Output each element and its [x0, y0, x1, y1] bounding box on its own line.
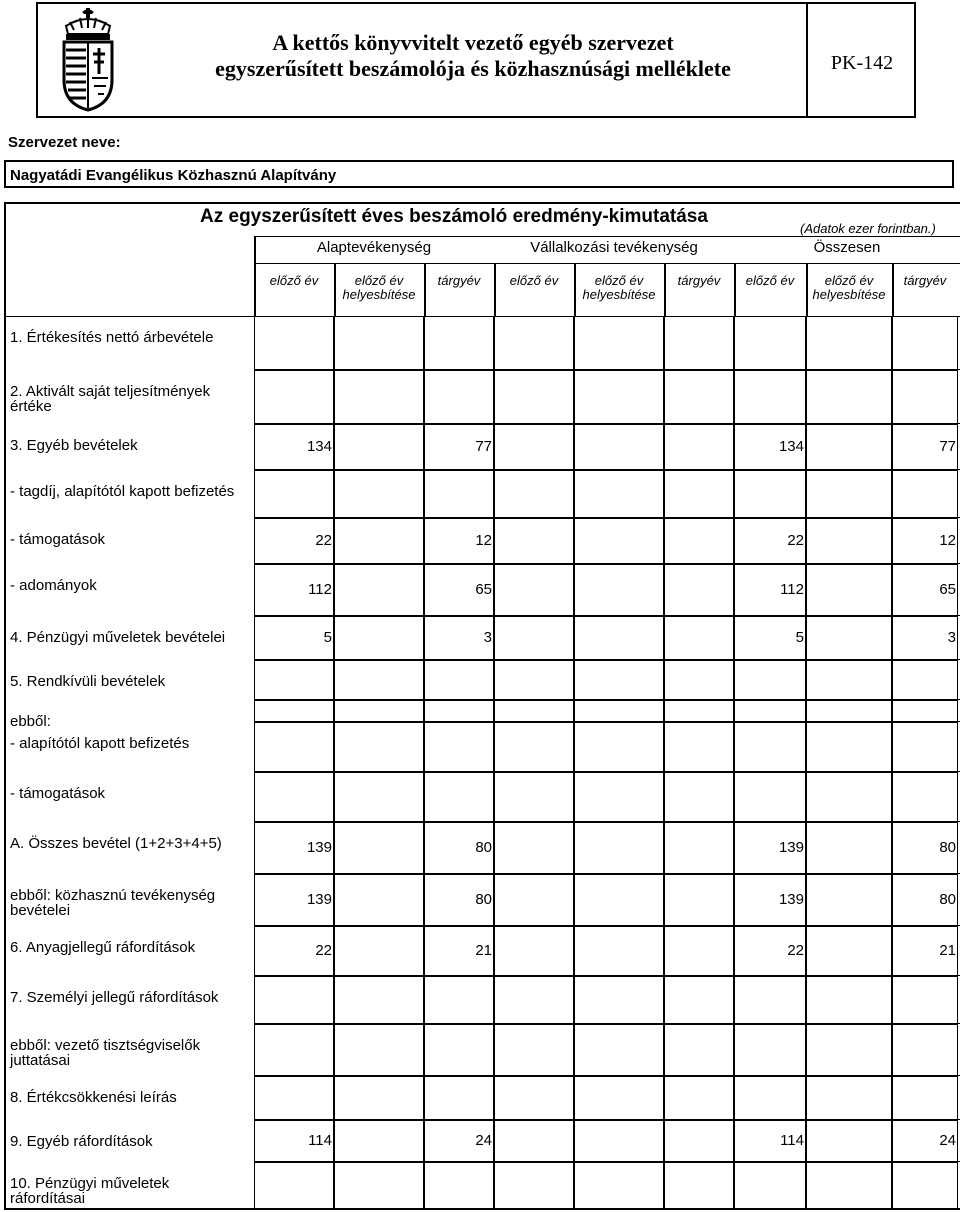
value-cell[interactable] [574, 518, 664, 564]
row-label: 1. Értékesítés nettó árbevétele [10, 329, 214, 346]
value-cell[interactable] [254, 722, 334, 772]
row-label: 6. Anyagjellegű ráfordítások [10, 939, 196, 956]
value-text: 80 [939, 839, 956, 856]
row-label: - adományok [10, 577, 97, 594]
group-header-bottom-line [254, 263, 960, 264]
row-label: ebből: vezető tisztségviselők juttatásai [10, 1037, 201, 1069]
subcolumn-divider [892, 264, 894, 316]
value-cell[interactable] [334, 1024, 424, 1076]
value-cell[interactable] [806, 1120, 892, 1162]
value-cell[interactable] [494, 1120, 574, 1162]
hungarian-coat-of-arms-icon [58, 8, 118, 112]
subcolumn-divider [494, 264, 496, 316]
value-cell[interactable] [734, 700, 806, 722]
value-cell[interactable] [664, 660, 734, 700]
value-cell[interactable] [734, 660, 806, 700]
value-text: 65 [475, 581, 492, 598]
value-cell[interactable] [892, 1162, 958, 1210]
value-cell[interactable] [424, 1076, 494, 1120]
value-text: 80 [939, 891, 956, 908]
value-cell[interactable] [664, 1076, 734, 1120]
row-label: 5. Rendkívüli bevételek [10, 673, 166, 690]
value-cell[interactable] [494, 874, 574, 926]
value-text: 12 [475, 532, 492, 549]
value-cell[interactable] [734, 1162, 806, 1210]
value-cell[interactable] [806, 564, 892, 616]
value-cell[interactable] [334, 564, 424, 616]
subcolumn-divider [574, 264, 576, 316]
group-header-top-line [254, 236, 960, 237]
value-cell[interactable] [424, 660, 494, 700]
value-cell[interactable] [664, 874, 734, 926]
value-cell[interactable] [806, 660, 892, 700]
value-cell[interactable] [734, 316, 806, 370]
value-cell[interactable] [334, 874, 424, 926]
value-cell[interactable] [574, 660, 664, 700]
value-cell[interactable] [574, 316, 664, 370]
subcolumn-header: tárgyév [677, 273, 721, 288]
value-cell[interactable] [494, 564, 574, 616]
value-cell[interactable] [424, 700, 494, 722]
value-cell[interactable] [806, 1024, 892, 1076]
value-text: 112 [780, 581, 804, 598]
value-cell[interactable] [254, 316, 334, 370]
subcolumn-header: előző év [745, 273, 795, 288]
organization-name-field[interactable] [4, 160, 954, 188]
value-cell[interactable] [664, 976, 734, 1024]
value-text: 80 [475, 839, 492, 856]
value-cell[interactable] [574, 616, 664, 660]
subcolumn-divider [734, 264, 736, 316]
value-text: 12 [939, 532, 956, 549]
value-cell[interactable] [806, 822, 892, 874]
value-cell[interactable] [574, 1162, 664, 1210]
value-text: 80 [475, 891, 492, 908]
row-label: 10. Pénzügyi műveletek ráfordításai [10, 1175, 170, 1207]
value-cell[interactable] [334, 660, 424, 700]
value-cell[interactable] [664, 518, 734, 564]
value-text: 112 [308, 581, 332, 598]
value-cell[interactable] [664, 700, 734, 722]
value-text: 139 [778, 891, 804, 908]
value-text: 139 [778, 839, 804, 856]
header-divider [806, 4, 808, 116]
form-title-line2: egyszerűsített beszámolója és közhasznúsági melléklete [215, 56, 731, 81]
value-cell[interactable] [892, 700, 958, 722]
value-cell[interactable] [334, 316, 424, 370]
value-cell[interactable] [806, 874, 892, 926]
value-text: 22 [787, 942, 804, 959]
value-cell[interactable] [806, 370, 892, 424]
value-cell[interactable] [494, 772, 574, 822]
value-cell[interactable] [806, 772, 892, 822]
value-cell[interactable] [806, 1076, 892, 1120]
value-cell[interactable] [254, 976, 334, 1024]
value-cell[interactable] [494, 926, 574, 976]
value-cell[interactable] [254, 470, 334, 518]
value-cell[interactable] [494, 700, 574, 722]
group-header-total: Összesen [813, 239, 881, 256]
value-cell[interactable] [806, 470, 892, 518]
value-cell[interactable] [892, 1024, 958, 1076]
value-cell[interactable] [494, 1162, 574, 1210]
value-cell[interactable] [664, 926, 734, 976]
value-cell[interactable] [664, 470, 734, 518]
value-cell[interactable] [494, 370, 574, 424]
value-text: 139 [306, 839, 332, 856]
value-cell[interactable] [424, 1162, 494, 1210]
value-cell[interactable] [806, 1162, 892, 1210]
value-cell[interactable] [574, 700, 664, 722]
subcolumn-header: előző év [269, 273, 319, 288]
value-cell[interactable] [892, 660, 958, 700]
value-cell[interactable] [734, 976, 806, 1024]
subcolumn-divider [664, 264, 666, 316]
row-label: 4. Pénzügyi műveletek bevételei [10, 629, 226, 646]
value-cell[interactable] [664, 316, 734, 370]
value-cell[interactable] [734, 722, 806, 772]
value-cell[interactable] [334, 370, 424, 424]
value-text: 139 [306, 891, 332, 908]
value-cell[interactable] [574, 370, 664, 424]
value-text: 22 [315, 942, 332, 959]
value-cell[interactable] [574, 926, 664, 976]
subcolumn-header: előző év [509, 273, 559, 288]
row-label: - támogatások [10, 531, 106, 548]
value-cell[interactable] [254, 1162, 334, 1210]
value-text: 22 [787, 532, 804, 549]
form-title-line1: A kettős könyvvitelt vezető egyéb szervezet [272, 30, 674, 55]
value-text: 5 [323, 629, 332, 646]
value-cell[interactable] [334, 470, 424, 518]
row-label: 9. Egyéb ráfordítások [10, 1133, 153, 1150]
value-cell[interactable] [574, 1076, 664, 1120]
value-cell[interactable] [494, 822, 574, 874]
row-label: 3. Egyéb bevételek [10, 437, 138, 454]
subcolumn-divider [806, 264, 808, 316]
value-cell[interactable] [734, 370, 806, 424]
value-cell[interactable] [574, 822, 664, 874]
subcolumn-header: tárgyév [903, 273, 947, 288]
value-cell[interactable] [574, 564, 664, 616]
value-cell[interactable] [664, 1162, 734, 1210]
value-cell[interactable] [334, 616, 424, 660]
value-cell[interactable] [806, 722, 892, 772]
value-text: 114 [308, 1132, 332, 1149]
group-header-business-activity: Vállalkozási tevékenység [530, 239, 698, 256]
value-cell[interactable] [664, 1024, 734, 1076]
value-cell[interactable] [574, 1120, 664, 1162]
subcolumn-header: tárgyév [437, 273, 481, 288]
value-cell[interactable] [664, 822, 734, 874]
value-cell[interactable] [254, 1024, 334, 1076]
value-text: 24 [475, 1132, 492, 1149]
value-cell[interactable] [892, 1076, 958, 1120]
value-cell[interactable] [892, 976, 958, 1024]
subcolumn-divider [334, 264, 336, 316]
value-text: 77 [939, 438, 956, 455]
value-cell[interactable] [806, 518, 892, 564]
row-label: - támogatások [10, 785, 106, 802]
value-cell[interactable] [254, 700, 334, 722]
value-cell[interactable] [424, 316, 494, 370]
organization-label: Szervezet neve: [8, 134, 121, 151]
subcolumn-header: előző év helyesbítése [342, 273, 416, 302]
value-cell[interactable] [334, 700, 424, 722]
value-cell[interactable] [334, 1162, 424, 1210]
value-cell[interactable] [574, 470, 664, 518]
value-cell[interactable] [254, 772, 334, 822]
value-cell[interactable] [664, 616, 734, 660]
value-cell[interactable] [334, 424, 424, 470]
value-cell[interactable] [574, 772, 664, 822]
value-cell[interactable] [892, 370, 958, 424]
value-cell[interactable] [494, 424, 574, 470]
units-note: (Adatok ezer forintban.) [800, 221, 936, 236]
value-cell[interactable] [254, 1076, 334, 1120]
value-cell[interactable] [494, 976, 574, 1024]
value-text: 21 [475, 942, 492, 959]
value-text: 114 [780, 1132, 804, 1149]
value-cell[interactable] [734, 1076, 806, 1120]
value-cell[interactable] [664, 1120, 734, 1162]
value-cell[interactable] [424, 722, 494, 772]
value-text: 3 [483, 629, 492, 646]
value-cell[interactable] [892, 722, 958, 772]
value-cell[interactable] [664, 424, 734, 470]
value-cell[interactable] [254, 370, 334, 424]
row-label: 7. Személyi jellegű ráfordítások [10, 989, 219, 1006]
value-cell[interactable] [574, 1024, 664, 1076]
value-text: 134 [778, 438, 804, 455]
value-cell[interactable] [664, 564, 734, 616]
value-text: 21 [939, 942, 956, 959]
row-label: 2. Aktivált saját teljesítmények értéke [10, 383, 211, 415]
value-cell[interactable] [424, 470, 494, 518]
organization-name: Nagyatádi Evangélikus Közhasznú Alapítvány [10, 167, 337, 184]
value-cell[interactable] [424, 772, 494, 822]
value-text: 5 [795, 629, 804, 646]
value-cell[interactable] [424, 370, 494, 424]
row-label: - alapítótól kapott befizetés [10, 735, 190, 752]
row-label: 8. Értékcsökkenési leírás [10, 1089, 177, 1106]
value-text: 3 [947, 629, 956, 646]
value-cell[interactable] [734, 1024, 806, 1076]
value-cell[interactable] [424, 1024, 494, 1076]
row-label: ebből: [10, 713, 51, 730]
value-cell[interactable] [334, 1076, 424, 1120]
value-text: 22 [315, 532, 332, 549]
value-cell[interactable] [494, 470, 574, 518]
row-label: A. Összes bevétel (1+2+3+4+5) [10, 835, 222, 852]
value-cell[interactable] [334, 926, 424, 976]
value-cell[interactable] [334, 722, 424, 772]
value-cell[interactable] [664, 722, 734, 772]
value-cell[interactable] [494, 1076, 574, 1120]
value-cell[interactable] [334, 976, 424, 1024]
group-header-core-activity: Alaptevékenység [316, 239, 432, 256]
value-cell[interactable] [892, 772, 958, 822]
value-text: 65 [939, 581, 956, 598]
value-cell[interactable] [424, 976, 494, 1024]
value-cell[interactable] [494, 722, 574, 772]
statement-title: Az egyszerűsített éves beszámoló eredmény-kimutatása [200, 206, 708, 227]
value-cell[interactable] [574, 976, 664, 1024]
value-cell[interactable] [734, 470, 806, 518]
value-cell[interactable] [494, 316, 574, 370]
value-text: 24 [939, 1132, 956, 1149]
value-text: 77 [475, 438, 492, 455]
subcolumn-header: előző év helyesbítése [812, 273, 886, 302]
value-text: 134 [306, 438, 332, 455]
value-cell[interactable] [892, 316, 958, 370]
value-cell[interactable] [574, 424, 664, 470]
value-cell[interactable] [734, 772, 806, 822]
value-cell[interactable] [254, 660, 334, 700]
value-cell[interactable] [664, 772, 734, 822]
value-cell[interactable] [494, 660, 574, 700]
subcolumn-header: előző év helyesbítése [582, 273, 656, 302]
value-cell[interactable] [806, 976, 892, 1024]
value-cell[interactable] [574, 874, 664, 926]
value-cell[interactable] [334, 518, 424, 564]
row-label: ebből: közhasznú tevékenység bevételei [10, 887, 216, 919]
value-cell[interactable] [806, 616, 892, 660]
value-cell[interactable] [334, 822, 424, 874]
form-code: PK-142 [830, 52, 894, 74]
form-header [36, 2, 916, 118]
subcolumn-divider [424, 264, 426, 316]
value-cell[interactable] [494, 1024, 574, 1076]
value-cell[interactable] [494, 616, 574, 660]
value-cell[interactable] [806, 700, 892, 722]
value-cell[interactable] [334, 772, 424, 822]
value-cell[interactable] [806, 316, 892, 370]
value-cell[interactable] [664, 370, 734, 424]
value-cell[interactable] [574, 722, 664, 772]
value-cell[interactable] [806, 926, 892, 976]
value-cell[interactable] [494, 518, 574, 564]
value-cell[interactable] [892, 470, 958, 518]
row-label: - tagdíj, alapítótól kapott befizetés [10, 483, 235, 500]
value-cell[interactable] [334, 1120, 424, 1162]
value-cell[interactable] [806, 424, 892, 470]
